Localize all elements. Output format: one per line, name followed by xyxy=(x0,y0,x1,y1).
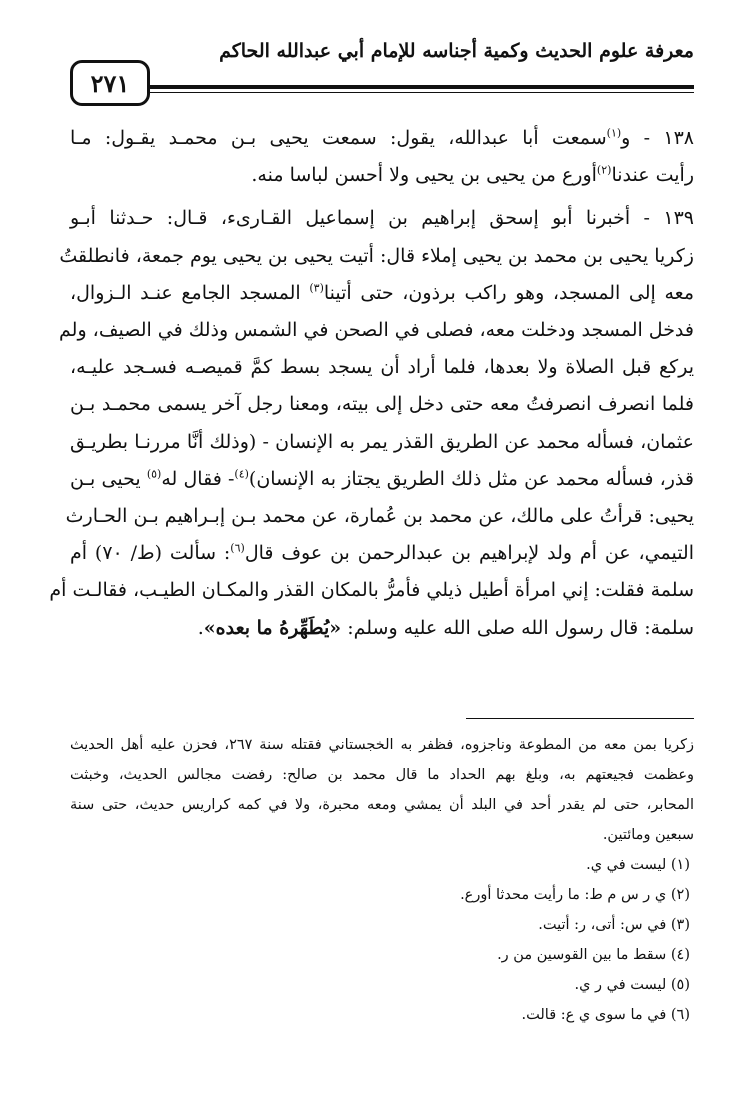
footnote-ref: (٢) xyxy=(596,163,612,177)
footnote-line: سبعين ومائتين. xyxy=(602,827,694,843)
footnote-continuation xyxy=(70,730,694,850)
text-line xyxy=(70,349,694,386)
text-run: رأيت عندنا xyxy=(611,164,694,187)
header-rule-thick xyxy=(140,85,694,89)
footnote-line: المحابر، حتى لم يقدر أحد في البلد أن يمشي ومعه محبرة، ولا في كمه كراريس حديث، حتى سنة xyxy=(70,797,694,813)
text-run: سلمة: قال رسول الله صلى الله عليه وسلم: xyxy=(341,616,694,639)
footnote-line: زكريا بمن معه من المطوعة وناجزوه، فظفر به الخجستاني فقتله سنة ٢٦٧، فحزن عليه أهل الحديث xyxy=(70,737,694,753)
text-run: معه إلى المسجد، وهو راكب برذون، حتى أتينا xyxy=(323,281,694,304)
footnote-ref: (٦) xyxy=(230,541,245,555)
footnote-ref: (١) xyxy=(606,126,622,140)
text-line xyxy=(70,200,694,237)
footnote-item: (٦) في ما سوى ي ع: قالت. xyxy=(521,1007,690,1023)
text-run: : سألت (ط/ ٧٠) أم xyxy=(70,542,231,565)
text-run: فدخل المسجد ودخلت معه، فصلى في الصحن في الشمس وذلك في الصيف، ولم xyxy=(59,319,694,342)
footnote-ref: (٤) xyxy=(234,467,249,481)
text-line xyxy=(70,461,694,498)
text-line xyxy=(70,157,694,194)
text-line xyxy=(65,498,694,535)
footnote-ref: (٥) xyxy=(146,467,162,481)
text-line xyxy=(70,120,694,157)
text-line xyxy=(70,424,694,461)
footnote-line: وعظمت فجيعتهم به، وبلغ بهم الحداد ما قال محمد بن صالح: رفضت مجالس الحديث، وخبثت xyxy=(70,767,694,783)
footnote-ref: (٣) xyxy=(309,281,324,295)
text-line xyxy=(70,535,694,572)
text-run: . xyxy=(197,616,204,639)
text-line xyxy=(49,572,694,609)
hadith-quote: «يُطَهِّرهُ ما بعده» xyxy=(203,616,342,639)
footnote-item: (٣) في س: أتى، ر: أتيت. xyxy=(538,917,690,933)
paragraph-138 xyxy=(70,120,694,194)
running-title: معرفة علوم الحديث وكمية أجناسه للإمام أبي عبدالله الحاكم xyxy=(219,40,694,62)
paragraph-139 xyxy=(49,200,694,646)
text-run: - فقال له xyxy=(161,467,235,490)
footnote-item: (١) ليست في ي. xyxy=(586,857,690,873)
text-run: فلما انصرف انصرفتُ معه حتى دخل إلى بيته، ومعنا رجل آخر يسمى محمـد بـن xyxy=(70,393,694,416)
text-line xyxy=(70,386,694,423)
page-number-badge: ٢٧١ xyxy=(70,60,150,106)
text-run: ١٣٨ - و xyxy=(621,127,694,149)
text-run: يحيى: قرأتُ على مالك، عن محمد بن عُمارة، عن محمد بـن إبـراهيم بـن الحـارث xyxy=(65,505,694,528)
main-text xyxy=(49,120,694,653)
text-run: المسجد الجامع عنـد الـزوال، xyxy=(70,281,310,304)
footnote-separator xyxy=(466,718,694,719)
text-run: عثمان، فسأله محمد عن الطريق القذر يمر به الإنسان - (وذلك أنَّا مررنـا بطريـق xyxy=(70,430,694,453)
footnotes xyxy=(70,730,694,1030)
text-run: التيمي، عن أم ولد لإبراهيم بن عبدالرحمن بن عوف قال xyxy=(244,542,694,565)
text-run: يركع قبل الصلاة ولا بعدها، فلما أراد أن يسجد بسط كمَّ قميصـه فسـجد عليـه، xyxy=(70,356,694,379)
text-line xyxy=(59,238,694,275)
text-line xyxy=(70,275,694,312)
text-run: ١٣٩ - أخبرنا أبو إسحق إبراهيم بن إسماعيل القـارىء، قـال: حـدثنا أبـو xyxy=(70,207,694,230)
text-run: سلمة فقلت: إني امرأة أطيل ذيلي فأمرُّ بالمكان القذر والمكـان الطيـب، فقالـت أم xyxy=(49,579,694,602)
footnote-item: (٥) ليست في ر ي. xyxy=(574,977,690,993)
text-run: أورع من يحيى بن يحيى ولا أحسن لباسا منه. xyxy=(251,164,597,187)
text-line xyxy=(70,610,694,647)
text-run: قذر، فسأله محمد عن مثل ذلك الطريق يجتاز به الإنسان) xyxy=(248,467,694,490)
text-line xyxy=(59,312,694,349)
header-rule-thin xyxy=(140,92,694,93)
footnote-item: (٤) سقط ما بين القوسين من ر. xyxy=(497,947,690,963)
text-run: سمعت أبا عبدالله، يقول: سمعت يحيى بـن محمـد يقـول: مـا xyxy=(70,127,607,149)
text-run: يحيى بـن xyxy=(70,467,147,490)
text-run: زكريا يحيى بن محمد بن يحيى إملاء قال: أتيت يحيى بن يحيى يوم جمعة، فانطلقتُ xyxy=(59,244,694,267)
footnote-item: (٢) ي ر س م ط: ما رأيت محدثا أورع. xyxy=(460,887,690,903)
